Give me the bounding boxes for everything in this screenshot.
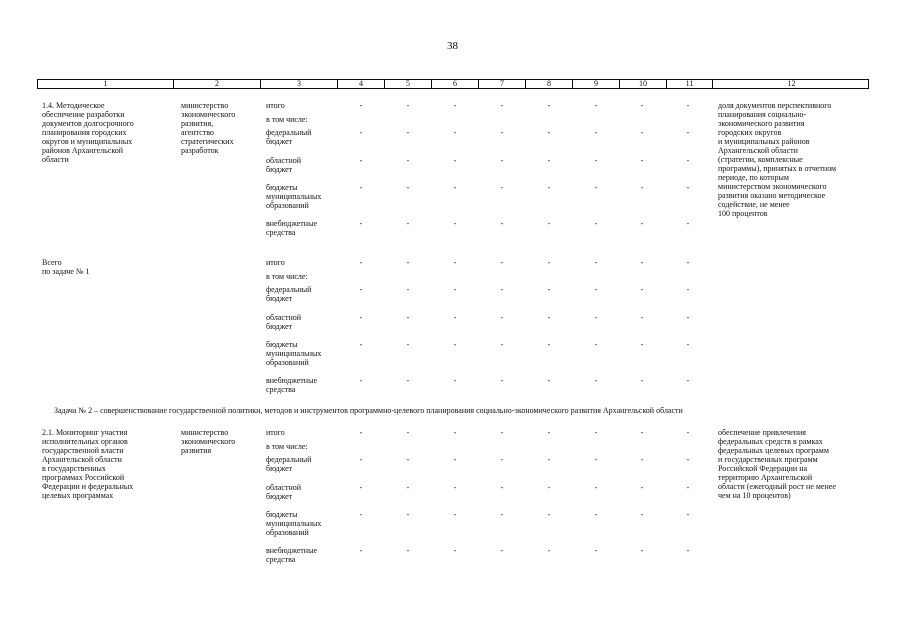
funding-source-line: муниципальных [266,349,322,358]
funding-source-line: внебюджетные [266,219,317,228]
empty-value-dash: - [640,128,644,137]
funding-source-line: бюджеты [266,340,298,349]
empty-value-dash: - [640,183,644,192]
funding-source-line: образований [266,201,309,210]
empty-value-dash: - [686,128,690,137]
empty-value-dash: - [547,183,551,192]
funding-source-line: муниципальных [266,519,322,528]
funding-source-line: внебюджетные [266,546,317,555]
column-header-11: 11 [666,80,712,88]
empty-value-dash: - [547,219,551,228]
indicator-line: чем на 10 процентов) [718,491,791,500]
empty-value-dash: - [406,285,410,294]
task-2-title: Задача № 2 – совершенствование государственной политики, методов и инструментов программно-целевого планирования социально-экономического развития Архангельской области [54,406,683,415]
empty-value-dash: - [594,340,598,349]
empty-value-dash: - [453,313,457,322]
funding-source-line: итого [266,258,285,267]
empty-value-dash: - [453,258,457,267]
empty-value-dash: - [359,340,363,349]
empty-value-dash: - [359,313,363,322]
measure-name-line: области [42,155,69,164]
empty-value-dash: - [640,101,644,110]
empty-value-dash: - [453,219,457,228]
executor-line: разработок [181,146,219,155]
indicator-line: области (ежегодный рост не менее [718,482,836,491]
empty-value-dash: - [500,101,504,110]
empty-value-dash: - [547,101,551,110]
empty-value-dash: - [359,483,363,492]
empty-value-dash: - [500,510,504,519]
empty-value-dash: - [406,101,410,110]
empty-value-dash: - [640,156,644,165]
empty-value-dash: - [406,219,410,228]
empty-value-dash: - [359,183,363,192]
empty-value-dash: - [640,285,644,294]
empty-value-dash: - [547,483,551,492]
empty-value-dash: - [406,340,410,349]
executor-line: министерство [181,101,229,110]
empty-value-dash: - [406,510,410,519]
indicator-line: программы), принятых в отчетном [718,164,837,173]
empty-value-dash: - [453,455,457,464]
funding-source-line: итого [266,101,285,110]
column-header-8: 8 [525,80,572,88]
executor-line: развития [181,446,212,455]
funding-source-line: внебюджетные [266,376,317,385]
empty-value-dash: - [547,156,551,165]
funding-source-line: в том числе: [266,442,308,451]
indicator-line: министерством экономического [718,182,827,191]
empty-value-dash: - [406,313,410,322]
measure-name-line: Архангельской области [42,455,122,464]
measure-name-line: программах Российской [42,473,125,482]
empty-value-dash: - [359,455,363,464]
empty-value-dash: - [547,455,551,464]
indicator-line: и государственных программ [718,455,818,464]
measure-name-line: Всего [42,258,62,267]
indicator-line: городских округов [718,128,782,137]
empty-value-dash: - [640,428,644,437]
column-header-row [37,79,869,89]
empty-value-dash: - [686,183,690,192]
empty-value-dash: - [686,258,690,267]
measure-name-line: обеспечение разработки [42,110,125,119]
funding-source-line: образований [266,358,309,367]
funding-source-line: бюджеты [266,510,298,519]
indicator-line: Архангельской области [718,146,798,155]
empty-value-dash: - [500,219,504,228]
measure-name-line: документов долгосрочного [42,119,134,128]
funding-source-line: федеральный [266,128,312,137]
empty-value-dash: - [640,313,644,322]
empty-value-dash: - [547,128,551,137]
column-header-1: 1 [103,79,108,88]
empty-value-dash: - [686,285,690,294]
column-header-12: 12 [712,80,870,88]
empty-value-dash: - [594,156,598,165]
measure-name-line: целевых программах [42,491,114,500]
empty-value-dash: - [594,101,598,110]
empty-value-dash: - [594,546,598,555]
empty-value-dash: - [547,546,551,555]
empty-value-dash: - [640,483,644,492]
column-header-2: 2 [173,80,260,88]
column-header-4: 4 [337,80,384,88]
empty-value-dash: - [547,510,551,519]
empty-value-dash: - [547,285,551,294]
empty-value-dash: - [406,546,410,555]
measure-name-line: по задаче № 1 [42,267,90,276]
empty-value-dash: - [453,376,457,385]
empty-value-dash: - [686,546,690,555]
empty-value-dash: - [453,510,457,519]
empty-value-dash: - [500,156,504,165]
empty-value-dash: - [500,376,504,385]
executor-line: министерство [181,428,229,437]
executor-line: стратегических [181,137,234,146]
column-header-9: 9 [572,80,619,88]
empty-value-dash: - [547,428,551,437]
indicator-line: обеспечение привлечения [718,428,806,437]
empty-value-dash: - [686,510,690,519]
executor-line: экономического [181,437,236,446]
funding-source-line: образований [266,528,309,537]
empty-value-dash: - [406,183,410,192]
measure-name-line: Федерации и федеральных [42,482,134,491]
empty-value-dash: - [453,285,457,294]
empty-value-dash: - [640,376,644,385]
empty-value-dash: - [406,128,410,137]
funding-source-line: в том числе: [266,272,308,281]
empty-value-dash: - [594,376,598,385]
empty-value-dash: - [640,258,644,267]
empty-value-dash: - [640,219,644,228]
empty-value-dash: - [686,101,690,110]
empty-value-dash: - [594,183,598,192]
measure-name-line: округов и муниципальных [42,137,133,146]
empty-value-dash: - [453,101,457,110]
empty-value-dash: - [359,546,363,555]
funding-source-line: бюджеты [266,183,298,192]
executor-line: развития, [181,119,214,128]
funding-source-line: бюджет [266,294,293,303]
empty-value-dash: - [406,156,410,165]
funding-source-line: муниципальных [266,192,322,201]
indicator-line: федеральных средств в рамках [718,437,823,446]
empty-value-dash: - [359,219,363,228]
empty-value-dash: - [686,455,690,464]
measure-name-line: планирования городских [42,128,127,137]
empty-value-dash: - [500,340,504,349]
indicator-line: (стратегии, комплексные [718,155,803,164]
empty-value-dash: - [640,546,644,555]
indicator-line: периоде, по которым [718,173,789,182]
empty-value-dash: - [500,483,504,492]
empty-value-dash: - [500,285,504,294]
empty-value-dash: - [359,285,363,294]
indicator-line: развития оказано методическое [718,191,826,200]
empty-value-dash: - [594,258,598,267]
empty-value-dash: - [453,483,457,492]
empty-value-dash: - [686,313,690,322]
empty-value-dash: - [500,455,504,464]
empty-value-dash: - [500,183,504,192]
empty-value-dash: - [406,483,410,492]
executor-line: агентство [181,128,214,137]
funding-source-line: федеральный [266,285,312,294]
funding-source-line: бюджет [266,492,293,501]
empty-value-dash: - [406,376,410,385]
empty-value-dash: - [500,546,504,555]
funding-source-line: средства [266,555,296,564]
empty-value-dash: - [500,128,504,137]
empty-value-dash: - [594,455,598,464]
empty-value-dash: - [547,376,551,385]
indicator-line: территорию Архангельской [718,473,813,482]
measure-name-line: исполнительных органов [42,437,128,446]
funding-source-line: областной [266,483,302,492]
funding-source-line: в том числе: [266,115,308,124]
funding-source-line: итого [266,428,285,437]
empty-value-dash: - [640,510,644,519]
empty-value-dash: - [453,156,457,165]
column-header-5: 5 [384,80,431,88]
empty-value-dash: - [686,483,690,492]
empty-value-dash: - [359,376,363,385]
column-header-6: 6 [431,80,478,88]
measure-name-line: районов Архангельской [42,146,124,155]
empty-value-dash: - [359,156,363,165]
empty-value-dash: - [594,428,598,437]
empty-value-dash: - [594,510,598,519]
empty-value-dash: - [594,483,598,492]
funding-source-line: бюджет [266,464,293,473]
indicator-line: и муниципальных районов [718,137,810,146]
empty-value-dash: - [686,156,690,165]
empty-value-dash: - [453,546,457,555]
indicator-line: Российской Федерации на [718,464,808,473]
column-header-10: 10 [619,80,666,88]
funding-source-line: бюджет [266,322,293,331]
empty-value-dash: - [547,258,551,267]
empty-value-dash: - [594,219,598,228]
empty-value-dash: - [686,376,690,385]
funding-source-line: бюджет [266,137,293,146]
funding-source-line: бюджет [266,165,293,174]
empty-value-dash: - [359,258,363,267]
page-number: 38 [447,40,458,52]
empty-value-dash: - [686,340,690,349]
executor-line: экономического [181,110,236,119]
empty-value-dash: - [594,285,598,294]
indicator-line: содействие, не менее [718,200,790,209]
measure-name-line: 2.1. Мониторинг участия [42,428,128,437]
empty-value-dash: - [547,340,551,349]
empty-value-dash: - [453,128,457,137]
empty-value-dash: - [500,428,504,437]
empty-value-dash: - [359,101,363,110]
empty-value-dash: - [594,313,598,322]
measure-name-line: государственной власти [42,446,124,455]
empty-value-dash: - [406,455,410,464]
empty-value-dash: - [547,313,551,322]
funding-source-line: областной [266,313,302,322]
empty-value-dash: - [359,510,363,519]
empty-value-dash: - [453,183,457,192]
funding-source-line: средства [266,228,296,237]
indicator-line: планирования социально- [718,110,807,119]
empty-value-dash: - [406,258,410,267]
empty-value-dash: - [640,340,644,349]
empty-value-dash: - [406,428,410,437]
funding-source-line: средства [266,385,296,394]
indicator-line: доля документов перспективного [718,101,832,110]
funding-source-line: федеральный [266,455,312,464]
column-header-3: 3 [260,80,337,88]
empty-value-dash: - [686,219,690,228]
empty-value-dash: - [359,428,363,437]
indicator-line: федеральных целевых программ [718,446,829,455]
empty-value-dash: - [500,313,504,322]
empty-value-dash: - [686,428,690,437]
empty-value-dash: - [359,128,363,137]
empty-value-dash: - [594,128,598,137]
funding-source-line: областной [266,156,302,165]
measure-name-line: 1.4. Методическое [42,101,105,110]
indicator-line: экономического развития [718,119,805,128]
empty-value-dash: - [500,258,504,267]
measure-name-line: в государственных [42,464,106,473]
column-header-7: 7 [478,80,525,88]
empty-value-dash: - [453,340,457,349]
empty-value-dash: - [640,455,644,464]
indicator-line: 100 процентов [718,209,768,218]
empty-value-dash: - [453,428,457,437]
